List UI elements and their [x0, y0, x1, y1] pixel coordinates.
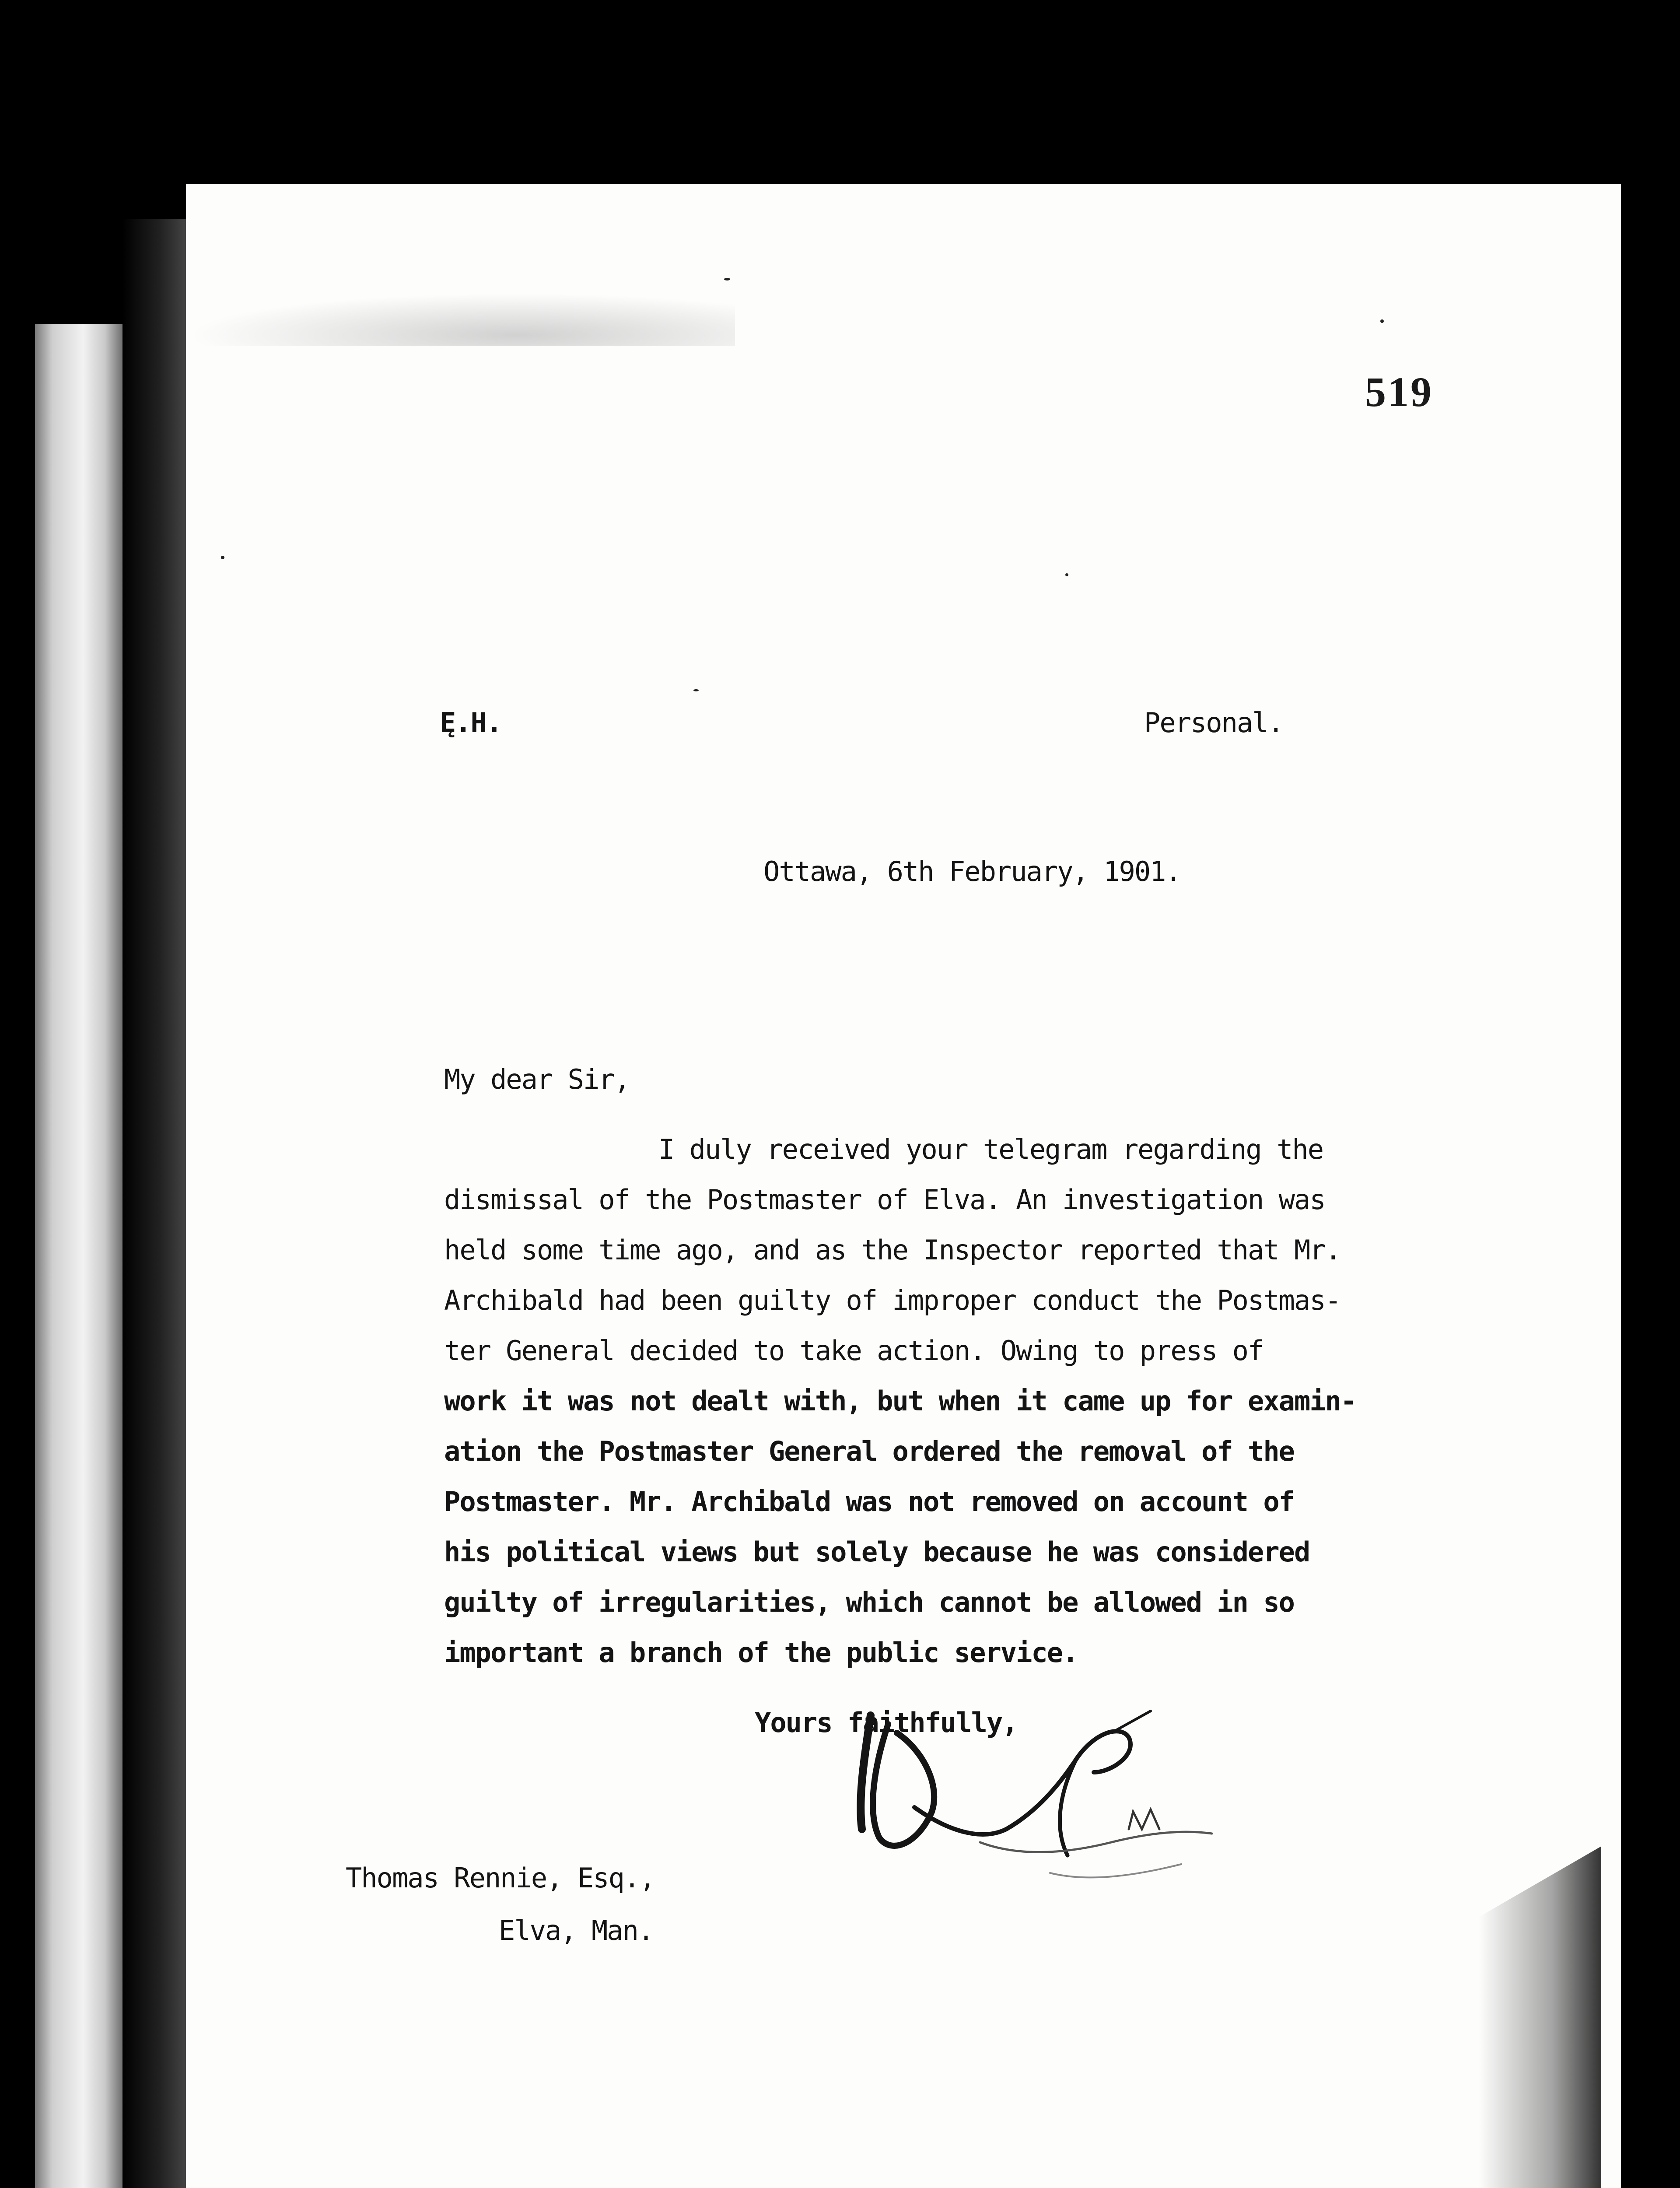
dust-speck — [724, 278, 730, 281]
body-line: Archibald had been guilty of improper conduct the Postmas- — [444, 1284, 1340, 1316]
closing: Yours faithfully, — [755, 1707, 1018, 1739]
body-line: I duly received your telegram regarding the — [658, 1133, 1323, 1165]
body-line: important a branch of the public service. — [444, 1637, 1078, 1669]
personal-marking: Personal. — [1144, 707, 1283, 739]
body-line: dismissal of the Postmaster of Elva. An investigation was — [444, 1184, 1325, 1216]
handwritten-signature — [849, 1698, 1242, 1925]
dust-speck — [693, 689, 699, 691]
body-line: ation the Postmaster General ordered the removal of the — [444, 1435, 1294, 1467]
dust-speck — [221, 556, 224, 559]
page-number: 519 — [1365, 368, 1433, 415]
body-line: Postmaster. Mr. Archibald was not removed on account of — [444, 1486, 1294, 1518]
body-line: held some time ago, and as the Inspector reported that Mr. — [444, 1234, 1340, 1266]
salutation: My dear Sir, — [444, 1063, 630, 1095]
dust-speck — [1065, 573, 1068, 576]
body-line: guilty of irregularities, which cannot be allowed in so — [444, 1586, 1294, 1618]
binding-shadow — [122, 219, 186, 2188]
page-curl — [188, 293, 735, 346]
place-date: Ottawa, 6th February, 1901. — [763, 856, 1181, 887]
initials: Ę.H. — [440, 707, 502, 739]
body-line: his political views but solely because he was considered — [444, 1536, 1310, 1568]
dust-speck — [1380, 319, 1384, 323]
body-line: work it was not dealt with, but when it came up for examin- — [444, 1385, 1356, 1417]
body-line: ter General decided to take action. Owing to press of — [444, 1335, 1264, 1367]
recipient-place: Elva, Man. — [499, 1914, 654, 1946]
binding-edge — [35, 324, 122, 2188]
recipient-name: Thomas Rennie, Esq., — [346, 1862, 655, 1894]
